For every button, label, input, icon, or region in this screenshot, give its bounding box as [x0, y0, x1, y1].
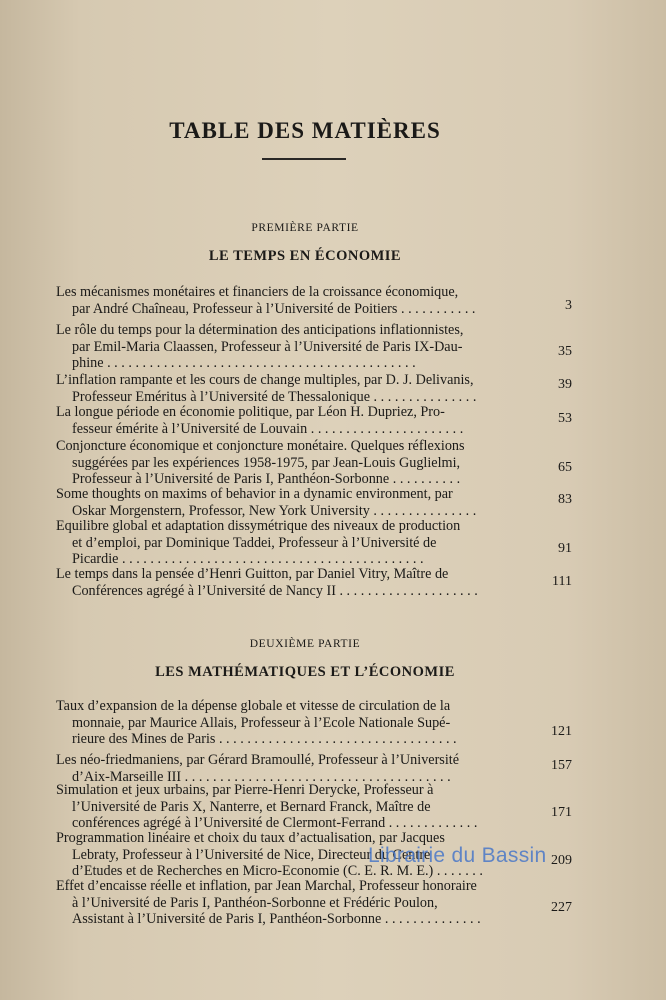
title-rule — [262, 158, 346, 160]
toc-entry[interactable] — [56, 782, 534, 832]
page-number: 157 — [551, 758, 572, 773]
page-number: 227 — [551, 900, 572, 915]
entry-line: l’Université de Paris X, Nanterre, et Bernard Franck, Maître de — [72, 798, 431, 815]
entry-line: Conjoncture économique et conjoncture monétaire. Quelques réflexions — [56, 438, 465, 454]
entry-line: Professeur Eméritus à l’Université de Thessalonique . . . . . . . . . . . . . . . — [72, 388, 477, 405]
entry-line: monnaie, par Maurice Allais, Professeur à l’Ecole Nationale Supé- — [72, 714, 451, 731]
entry-line: rieure des Mines de Paris . . . . . . . . . . . . . . . . . . . . . . . . . . . . . . . . . . — [72, 731, 457, 747]
part-2-title: LES MATHÉMATIQUES ET L’ÉCONOMIE — [155, 664, 455, 680]
part-1-title: LE TEMPS EN ÉCONOMIE — [208, 248, 402, 264]
entry-line: Some thoughts on maxims of behavior in a dynamic environment, par — [56, 486, 453, 502]
toc-entry[interactable] — [56, 878, 534, 928]
page-number: 111 — [552, 574, 572, 589]
entry-line: d’Aix-Marseille III . . . . . . . . . . . . . . . . . . . . . . . . . . . . . . . . . . . . . . — [72, 768, 451, 785]
entry-line: Professeur à l’Université de Paris I, Panthéon-Sorbonne . . . . . . . . . . — [72, 471, 461, 487]
entry-line: à l’Université de Paris I, Panthéon-Sorbonne et Frédéric Poulon, — [72, 894, 438, 911]
page-number: 209 — [551, 853, 572, 868]
toc-entry[interactable] — [56, 372, 534, 405]
watermark-logo: Librairie du Bassin — [368, 844, 547, 867]
toc-entry[interactable] — [56, 752, 534, 785]
entry-line: et d’emploi, par Dominique Taddei, Professeur à l’Université de — [72, 534, 437, 551]
toc-entry[interactable] — [56, 486, 534, 519]
page-number: 121 — [551, 724, 572, 739]
toc-entry[interactable] — [56, 322, 534, 372]
entry-line: Le temps dans la pensée d’Henri Guitton, par Daniel Vitry, Maître de — [56, 566, 449, 582]
page-number: 35 — [558, 344, 572, 359]
entry-line: Oskar Morgenstern, Professor, New York University . . . . . . . . . . . . . . . — [72, 502, 477, 519]
entry-line: Assistant à l’Université de Paris I, Panthéon-Sorbonne . . . . . . . . . . . . . . — [72, 911, 481, 927]
entry-line: Programmation linéaire et choix du taux d’actualisation, par Jacques — [56, 830, 445, 846]
entry-line: Effet d’encaisse réelle et inflation, par Jean Marchal, Professeur honoraire — [56, 878, 477, 894]
toc-entry[interactable] — [56, 284, 534, 317]
entry-line: La longue période en économie politique, par Léon H. Dupriez, Pro- — [56, 404, 445, 420]
toc-entry[interactable] — [56, 438, 534, 488]
entry-line: suggérées par les expériences 1958-1975, par Jean-Louis Guglielmi, — [72, 454, 461, 471]
entry-line: Lebraty, Professeur à l’Université de Nice, Directeur du Centre — [72, 846, 431, 863]
page-number: 3 — [565, 298, 572, 313]
entry-line: par André Chaîneau, Professeur à l’Université de Poitiers . . . . . . . . . . . — [72, 300, 476, 317]
entry-line: Les mécanismes monétaires et financiers de la croissance économique, — [56, 284, 459, 300]
entry-line: conférences agrégé à l’Université de Clermont-Ferrand . . . . . . . . . . . . . — [72, 815, 478, 831]
page-number: 91 — [558, 541, 572, 556]
toc-entry[interactable] — [56, 518, 534, 568]
page-number: 171 — [551, 805, 572, 820]
toc-entry[interactable] — [56, 404, 534, 437]
entry-line: Equilibre global et adaptation dissymétrique des niveaux de production — [56, 518, 461, 534]
entry-line: Le rôle du temps pour la détermination des anticipations inflationnistes, — [56, 322, 464, 338]
page-number: 53 — [558, 411, 572, 426]
entry-line: Conférences agrégé à l’Université de Nancy II . . . . . . . . . . . . . . . . . . . . — [72, 582, 478, 599]
part-1-label: PREMIÈRE PARTIE — [251, 222, 359, 234]
entry-line: Simulation et jeux urbains, par Pierre-Henri Derycke, Professeur à — [56, 782, 434, 798]
entry-line: Les néo-friedmaniens, par Gérard Bramoullé, Professeur à l’Université — [56, 752, 460, 768]
page-number: 83 — [558, 492, 572, 507]
entry-line: phine . . . . . . . . . . . . . . . . . . . . . . . . . . . . . . . . . . . . . . . . . . . . — [72, 355, 416, 371]
part-2-label: DEUXIÈME PARTIE — [249, 638, 361, 650]
entry-line: Taux d’expansion de la dépense globale et vitesse de circulation de la — [56, 698, 451, 714]
toc-entry[interactable] — [56, 566, 534, 599]
page-number: 65 — [558, 460, 572, 475]
toc-entry[interactable] — [56, 698, 534, 748]
entry-line: par Emil-Maria Claassen, Professeur à l’Université de Paris IX-Dau- — [72, 338, 463, 355]
entry-line: Picardie . . . . . . . . . . . . . . . . . . . . . . . . . . . . . . . . . . . . . . . . . . . — [72, 551, 424, 567]
page-title: TABLE DES MATIÈRES — [169, 118, 441, 143]
entry-line: d’Etudes et de Recherches en Micro-Economie (C. E. R. M. E.) . . . . . . . — [72, 863, 483, 879]
entry-line: fesseur émérite à l’Université de Louvain . . . . . . . . . . . . . . . . . . . . . . — [72, 420, 464, 437]
page-number: 39 — [558, 377, 572, 392]
entry-line: L’inflation rampante et les cours de change multiples, par D. J. Delivanis, — [56, 372, 474, 388]
